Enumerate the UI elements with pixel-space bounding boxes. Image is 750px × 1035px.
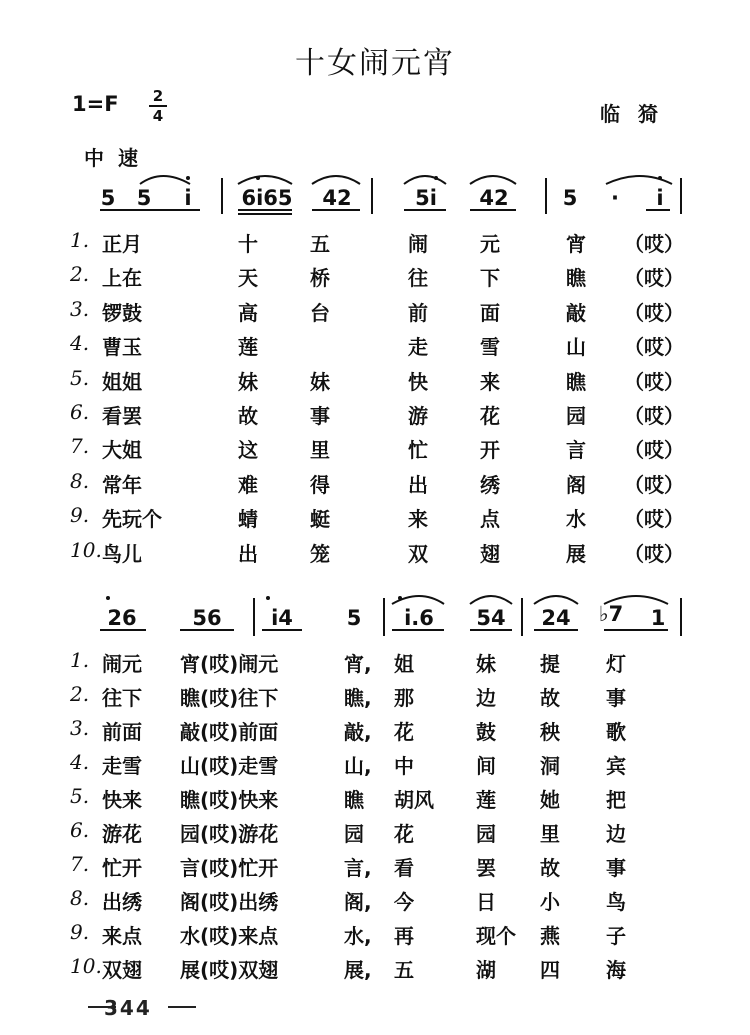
lyric-word: 里 — [540, 822, 560, 846]
lyric-word: 下 — [480, 266, 500, 291]
lyric-word: 先玩个 — [102, 507, 162, 532]
lyric-word: 宵 — [566, 232, 586, 256]
lyric-word: 走雪 — [102, 754, 142, 778]
lyric-word: 出 — [238, 541, 258, 566]
lyric-word: 日 — [476, 890, 496, 914]
lyric-word: （哎） — [624, 335, 684, 360]
lyric-word: 湖 — [476, 958, 496, 982]
lyric-word: 瞧 — [566, 266, 586, 291]
lyric-word: 十 — [238, 232, 258, 256]
lyric-word: 五 — [394, 958, 414, 982]
verse-row — [0, 716, 750, 750]
verse-number: 4. — [70, 750, 90, 774]
lyric-word: 间 — [476, 754, 496, 778]
lyric-word: 园 — [476, 822, 496, 846]
verse-row — [0, 228, 750, 262]
lyric-word: 敲, — [344, 720, 372, 744]
lyric-word: 蜻 — [238, 507, 258, 532]
lyric-word: 游 — [408, 404, 428, 428]
lyric-word: 子 — [606, 924, 626, 948]
verse-number: 5. — [70, 784, 90, 808]
lyric-word: 言 — [566, 438, 586, 463]
lyric-word: 阁 — [566, 472, 586, 497]
lyric-word: 高 — [238, 300, 258, 325]
lyric-word: 敲 — [566, 300, 586, 325]
lyric-word: 前面 — [102, 720, 142, 744]
time-signature-bottom: 4 — [152, 107, 164, 125]
note: 54 — [476, 606, 506, 630]
lyric-word: 快来 — [102, 788, 142, 812]
verse-number: 10. — [70, 537, 102, 562]
verse-number: 3. — [70, 296, 90, 321]
lyric-word: （哎） — [624, 300, 684, 325]
lyric-word: 提 — [540, 652, 560, 676]
lyric-word: 忙 — [408, 438, 428, 463]
lyric-word: 事 — [606, 686, 626, 710]
lyric-word: 边 — [476, 686, 496, 710]
lyric-word: 来 — [408, 507, 428, 532]
lyric-word: 走 — [408, 335, 428, 360]
note: 24 — [541, 606, 571, 630]
verse-row — [0, 784, 750, 818]
note: i — [184, 186, 192, 210]
lyric-word: 雪 — [480, 335, 500, 360]
verse-row — [0, 920, 750, 954]
verse-number: 9. — [70, 503, 90, 528]
verse-row — [0, 750, 750, 784]
lyric-word: 出绣 — [102, 890, 142, 914]
verse-number: 2. — [70, 262, 90, 287]
lyric-word: 水(哎)来点 — [180, 924, 279, 948]
lyric-word: 元 — [480, 232, 500, 256]
lyric-word: 事 — [310, 404, 330, 428]
verse-number: 2. — [70, 682, 90, 706]
lyric-word: 瞧 — [566, 369, 586, 394]
region-label: 临猗 — [600, 102, 676, 126]
lyric-word: 姐 — [394, 652, 414, 676]
lyric-word: 看 — [394, 856, 414, 880]
lyric-word: 她 — [540, 788, 560, 812]
lyric-word: 言(哎)忙开 — [180, 856, 279, 880]
lyric-word: 绣 — [480, 472, 500, 497]
note: i.6 — [404, 606, 434, 630]
lyric-word: 把 — [606, 788, 626, 812]
verse-number: 8. — [70, 468, 90, 493]
lyric-word: 罢 — [476, 856, 496, 880]
lyric-word: 宵, — [344, 652, 372, 676]
verse-number: 7. — [70, 434, 90, 459]
lyric-word: 鸟儿 — [102, 541, 142, 566]
lyric-word: 敲(哎)前面 — [180, 720, 279, 744]
lyric-word: 瞧 — [344, 788, 364, 812]
lyric-word: 再 — [394, 924, 414, 948]
verse-row — [0, 434, 750, 468]
lyric-word: 蜓 — [310, 507, 330, 532]
lyric-word: 中 — [394, 754, 414, 778]
verse-row — [0, 469, 750, 503]
lyric-word: 笼 — [310, 541, 330, 566]
lyric-word: 花 — [480, 404, 500, 428]
lyric-word: 鸟 — [606, 890, 626, 914]
lyric-word: 往 — [408, 266, 428, 291]
lyric-word: 海 — [606, 958, 626, 982]
time-signature-top: 2 — [152, 87, 164, 105]
time-signature — [148, 88, 168, 124]
note: 5 — [562, 186, 578, 210]
note: 26 — [107, 606, 137, 630]
lyric-word: 锣鼓 — [102, 300, 142, 325]
tempo-marking: 中速 — [84, 146, 152, 170]
note: 42 — [322, 186, 352, 210]
lyric-word: 言, — [344, 856, 372, 880]
lyric-word: 洞 — [540, 754, 560, 778]
verse-row — [0, 682, 750, 716]
lyric-word: 展(哎)双翅 — [180, 958, 279, 982]
lyric-word: 鼓 — [476, 720, 496, 744]
lyric-word: 来 — [480, 369, 500, 394]
lyric-word: 那 — [394, 686, 414, 710]
key-signature: 1=F — [72, 92, 119, 116]
lyric-word: 山 — [566, 335, 586, 360]
verse-row — [0, 262, 750, 296]
lyric-word: 水 — [566, 507, 586, 532]
lyric-word: 阁(哎)出绣 — [180, 890, 279, 914]
lyric-word: 得 — [310, 472, 330, 497]
lyric-word: 忙开 — [102, 856, 142, 880]
lyric-word: （哎） — [624, 266, 684, 291]
verse-row — [0, 400, 750, 434]
verse-row — [0, 503, 750, 537]
lyric-word: （哎） — [624, 232, 684, 256]
lyric-word: 出 — [408, 472, 428, 497]
lyric-word: 展, — [344, 958, 372, 982]
verse-row — [0, 648, 750, 682]
lyric-word: 园(哎)游花 — [180, 822, 279, 846]
note: 56 — [192, 606, 222, 630]
note: 5 — [136, 186, 152, 210]
lyric-word: 今 — [394, 890, 414, 914]
verse-row — [0, 538, 750, 572]
verse-number: 7. — [70, 852, 90, 876]
lyric-word: 歌 — [606, 720, 626, 744]
lyric-word: 灯 — [606, 652, 626, 676]
lyric-word: 台 — [310, 300, 330, 325]
lyric-word: 故 — [238, 404, 258, 428]
note: · — [611, 186, 619, 210]
lyric-word: 莲 — [476, 788, 496, 812]
verse-number: 5. — [70, 365, 90, 390]
lyric-word: 翅 — [480, 541, 500, 566]
lyric-word: 开 — [480, 438, 500, 463]
lyric-word: 看罢 — [102, 404, 142, 428]
lyric-word: 双 — [408, 541, 428, 566]
note: ♭7 — [598, 602, 624, 626]
lyric-word: 宵(哎)闹元 — [180, 652, 279, 676]
lyric-word: 五 — [310, 232, 330, 256]
lyric-word: 阁, — [344, 890, 372, 914]
lyric-word: 天 — [238, 266, 258, 291]
verse-number: 4. — [70, 331, 90, 356]
lyric-word: （哎） — [624, 369, 684, 394]
lyric-word: 小 — [540, 890, 560, 914]
lyric-word: 难 — [238, 472, 258, 497]
lyric-word: 山, — [344, 754, 372, 778]
verse-row — [0, 818, 750, 852]
lyric-word: 来点 — [102, 924, 142, 948]
lyric-word: 秧 — [540, 720, 560, 744]
lyric-word: 里 — [310, 438, 330, 463]
lyric-word: 四 — [540, 958, 560, 982]
lyric-word: 正月 — [102, 232, 142, 256]
verse-number: 1. — [70, 648, 90, 672]
lyric-word: 姐姐 — [102, 369, 142, 394]
verse-row — [0, 331, 750, 365]
lyric-word: 妹 — [310, 369, 330, 394]
lyric-word: 妹 — [476, 652, 496, 676]
lyric-word: 往下 — [102, 686, 142, 710]
lyric-word: 上在 — [102, 266, 142, 291]
verse-number: 9. — [70, 920, 90, 944]
song-title: 十女闹元宵 — [295, 46, 455, 81]
lyric-word: 事 — [606, 856, 626, 880]
lyric-word: （哎） — [624, 507, 684, 532]
lyric-word: 故 — [540, 686, 560, 710]
note: 5 — [346, 606, 362, 630]
lyric-word: 这 — [238, 438, 258, 463]
lyric-word: 闹元 — [102, 652, 142, 676]
lyric-word: （哎） — [624, 404, 684, 428]
lyric-word: （哎） — [624, 438, 684, 463]
lyric-word: 边 — [606, 822, 626, 846]
lyric-word: 常年 — [102, 472, 142, 497]
lyric-word: 曹玉 — [102, 335, 142, 360]
lyric-word: 园 — [566, 404, 586, 428]
lyric-word: 燕 — [540, 924, 560, 948]
verse-row — [0, 954, 750, 988]
lyric-word: 花 — [394, 720, 414, 744]
verse-number: 10. — [70, 954, 102, 978]
lyric-word: 园 — [344, 822, 364, 846]
lyric-word: （哎） — [624, 541, 684, 566]
footer-dash-right — [168, 1006, 196, 1008]
verse-number: 6. — [70, 400, 90, 424]
lyric-word: 水, — [344, 924, 372, 948]
lyric-word: 莲 — [238, 335, 258, 360]
lyric-word: 瞧(哎)快来 — [180, 788, 279, 812]
lyric-word: 妹 — [238, 369, 258, 394]
page-number: 344 — [104, 996, 152, 1020]
verse-number: 6. — [70, 818, 90, 842]
note: 42 — [479, 186, 509, 210]
note: 6i65 — [241, 186, 293, 210]
lyric-word: 快 — [408, 369, 428, 394]
verse-number: 3. — [70, 716, 90, 740]
lyric-word: 现个 — [476, 924, 516, 948]
note: 5i — [415, 186, 437, 210]
lyric-word: 展 — [566, 541, 586, 566]
lyric-word: （哎） — [624, 472, 684, 497]
lyric-word: 点 — [480, 507, 500, 532]
lyric-word: 胡风 — [394, 788, 434, 812]
lyric-word: 大姐 — [102, 438, 142, 463]
lyric-word: 宾 — [606, 754, 626, 778]
verse-number: 1. — [70, 228, 90, 252]
lyric-word: 故 — [540, 856, 560, 880]
lyric-word: 桥 — [310, 266, 330, 291]
lyric-word: 瞧(哎)往下 — [180, 686, 279, 710]
lyric-word: 山(哎)走雪 — [180, 754, 279, 778]
lyric-word: 前 — [408, 300, 428, 325]
lyric-word: 双翅 — [102, 958, 142, 982]
lyric-word: 面 — [480, 300, 500, 325]
verse-row — [0, 366, 750, 400]
lyric-word: 闹 — [408, 232, 428, 256]
verse-row — [0, 852, 750, 886]
lyric-word: 瞧, — [344, 686, 372, 710]
note: 1 — [650, 606, 666, 630]
verse-row — [0, 886, 750, 920]
note: i4 — [271, 606, 293, 630]
lyric-word: 花 — [394, 822, 414, 846]
note: i — [656, 186, 664, 210]
lyric-word: 游花 — [102, 822, 142, 846]
verse-number: 8. — [70, 886, 90, 910]
verse-row — [0, 297, 750, 331]
note: 5 — [100, 186, 116, 210]
